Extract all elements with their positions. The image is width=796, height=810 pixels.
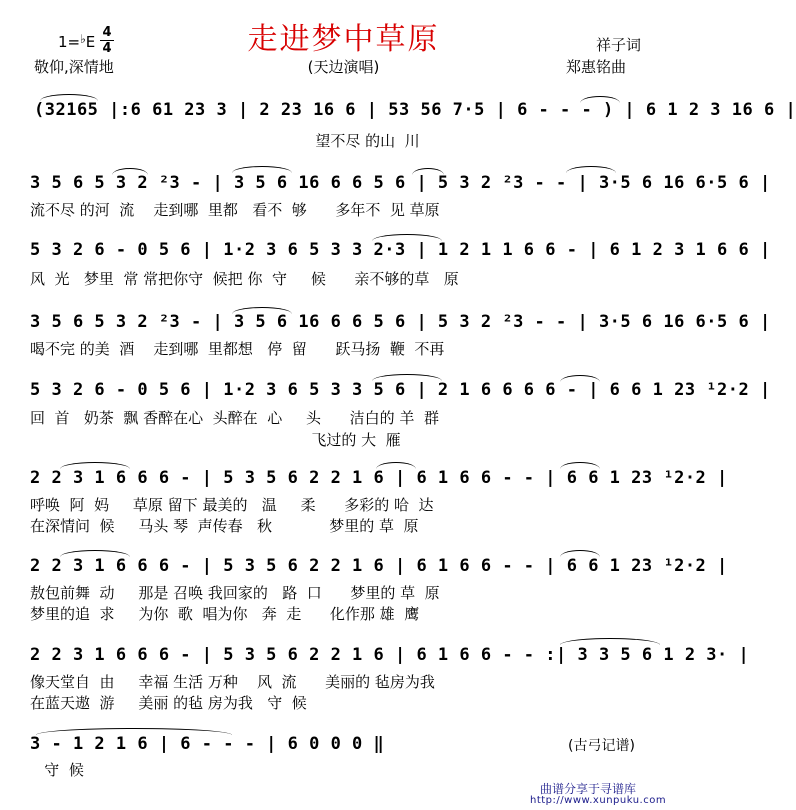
- score-row-5-lyrics-2: 飞过的 大 雁: [30, 431, 401, 449]
- meter-top: 4: [102, 25, 112, 40]
- score-row-7-lyrics-2: 梦里的追 求 为你 歌 唱为你 奔 走 化作那 雄 鹰: [30, 605, 420, 623]
- slur-mark: [372, 374, 442, 381]
- key-note: E: [85, 33, 96, 51]
- score-row-8-lyrics: 像天堂自 由 幸福 生活 万种 风 流 美丽的 毡房为我: [30, 673, 435, 691]
- score-row-1-lyrics: 望不尽 的山 川: [34, 132, 420, 150]
- score-row-7-notes: 2 2 3 1 6 6 6 - | 5 3 5 6 2 2 1 6 | 6 1 6 6 - - | 6 6 1 23 ¹2·2 |: [30, 556, 728, 576]
- slur-mark: [60, 462, 130, 469]
- score-row-9-lyrics: 守 候: [30, 761, 84, 779]
- slur-mark: [60, 550, 130, 557]
- slur-mark: [412, 168, 444, 175]
- time-signature: [100, 26, 114, 55]
- score-row-2-notes: 3 5 6 5 3 2 ²3 - | 3 5 6 16 6 6 5 6 | 5 3 2 ²3 - - | 3·5 6 16 6·5 6 |: [30, 173, 771, 193]
- transcriber-credit: (古弓记谱): [568, 738, 635, 754]
- slur-mark: [560, 375, 600, 382]
- footer-source: 曲谱分享于寻谱库: [540, 782, 637, 796]
- slur-mark: [36, 728, 232, 735]
- slur-mark: [232, 166, 292, 173]
- score-row-3-notes: 5 3 2 6 - 0 5 6 | 1·2 3 6 5 3 3 2·3 | 1 2 1 1 6 6 - | 6 1 2 3 1 6 6 |: [30, 240, 771, 260]
- slur-mark: [376, 462, 416, 469]
- slur-mark: [40, 94, 98, 101]
- score-row-9-notes: 3 - 1 2 1 6 | 6 - - - | 6 0 0 0 ‖: [30, 734, 385, 754]
- score-row-6-lyrics-2: 在深情问 候 马头 琴 声传春 秋 梦里的 草 原: [30, 517, 419, 535]
- key-prefix: 1=: [58, 33, 81, 51]
- flat-icon: ♭: [80, 32, 86, 46]
- slur-mark: [232, 307, 292, 314]
- score-row-2-lyrics: 流不尽 的河 流 走到哪 里都 看不 够 多年不 见 草原: [30, 201, 440, 219]
- slur-mark: [566, 166, 616, 173]
- song-title: 走进梦中草原: [247, 22, 440, 57]
- mood-marking: 敬仰,深情地: [34, 58, 114, 76]
- score-row-5-lyrics: 回 首 奶茶 飘 香醉在心 头醉在 心 头 洁白的 羊 群: [30, 409, 439, 427]
- score-row-8-lyrics-2: 在蓝天遨 游 美丽 的毡 房为我 守 候: [30, 694, 307, 712]
- composer-credit: 郑惠铭曲: [566, 58, 627, 76]
- slur-mark: [372, 234, 442, 241]
- score-row-3-lyrics: 风 光 梦里 常 常把你守 候把 你 守 候 亲不够的草 原: [30, 270, 459, 288]
- score-row-5-notes: 5 3 2 6 - 0 5 6 | 1·2 3 6 5 3 3 5 6 | 2 1 6 6 6 6 - | 6 6 1 23 ¹2·2 |: [30, 380, 771, 400]
- score-row-4-notes: 3 5 6 5 3 2 ²3 - | 3 5 6 16 6 6 5 6 | 5 3 2 ²3 - - | 3·5 6 16 6·5 6 |: [30, 312, 771, 332]
- score-row-1-notes: (32165 |:6 61 23 3 | 2 23 16 6 | 53 56 7·5 | 6 - - - ) | 6 1 2 3 16 6 |: [34, 100, 796, 120]
- footer-url[interactable]: http://www.xunpuku.com: [530, 795, 667, 806]
- score-row-8-notes: 2 2 3 1 6 6 6 - | 5 3 5 6 2 2 1 6 | 6 1 6 6 - - :| 3 3 5 6 1 2 3· |: [30, 645, 750, 665]
- slur-mark: [580, 96, 620, 103]
- slur-mark: [112, 168, 148, 175]
- score-row-6-notes: 2 2 3 1 6 6 6 - | 5 3 5 6 2 2 1 6 | 6 1 6 6 - - | 6 6 1 23 ¹2·2 |: [30, 468, 728, 488]
- slur-mark: [560, 638, 660, 645]
- score-row-7-lyrics: 敖包前舞 动 那是 召唤 我回家的 路 口 梦里的 草 原: [30, 584, 440, 602]
- score-row-6-lyrics: 呼唤 阿 妈 草原 留下 最美的 温 柔 多彩的 哈 达: [30, 496, 434, 514]
- slur-mark: [560, 462, 600, 469]
- meter-bottom: 4: [102, 41, 112, 56]
- score-row-4-lyrics: 喝不完 的美 酒 走到哪 里都想 停 留 跃马扬 鞭 不再: [30, 340, 445, 358]
- lyricist-credit: 祥子词: [596, 36, 642, 54]
- singer-credit: (天边演唱): [307, 58, 380, 76]
- key-signature: [58, 32, 95, 51]
- slur-mark: [560, 550, 600, 557]
